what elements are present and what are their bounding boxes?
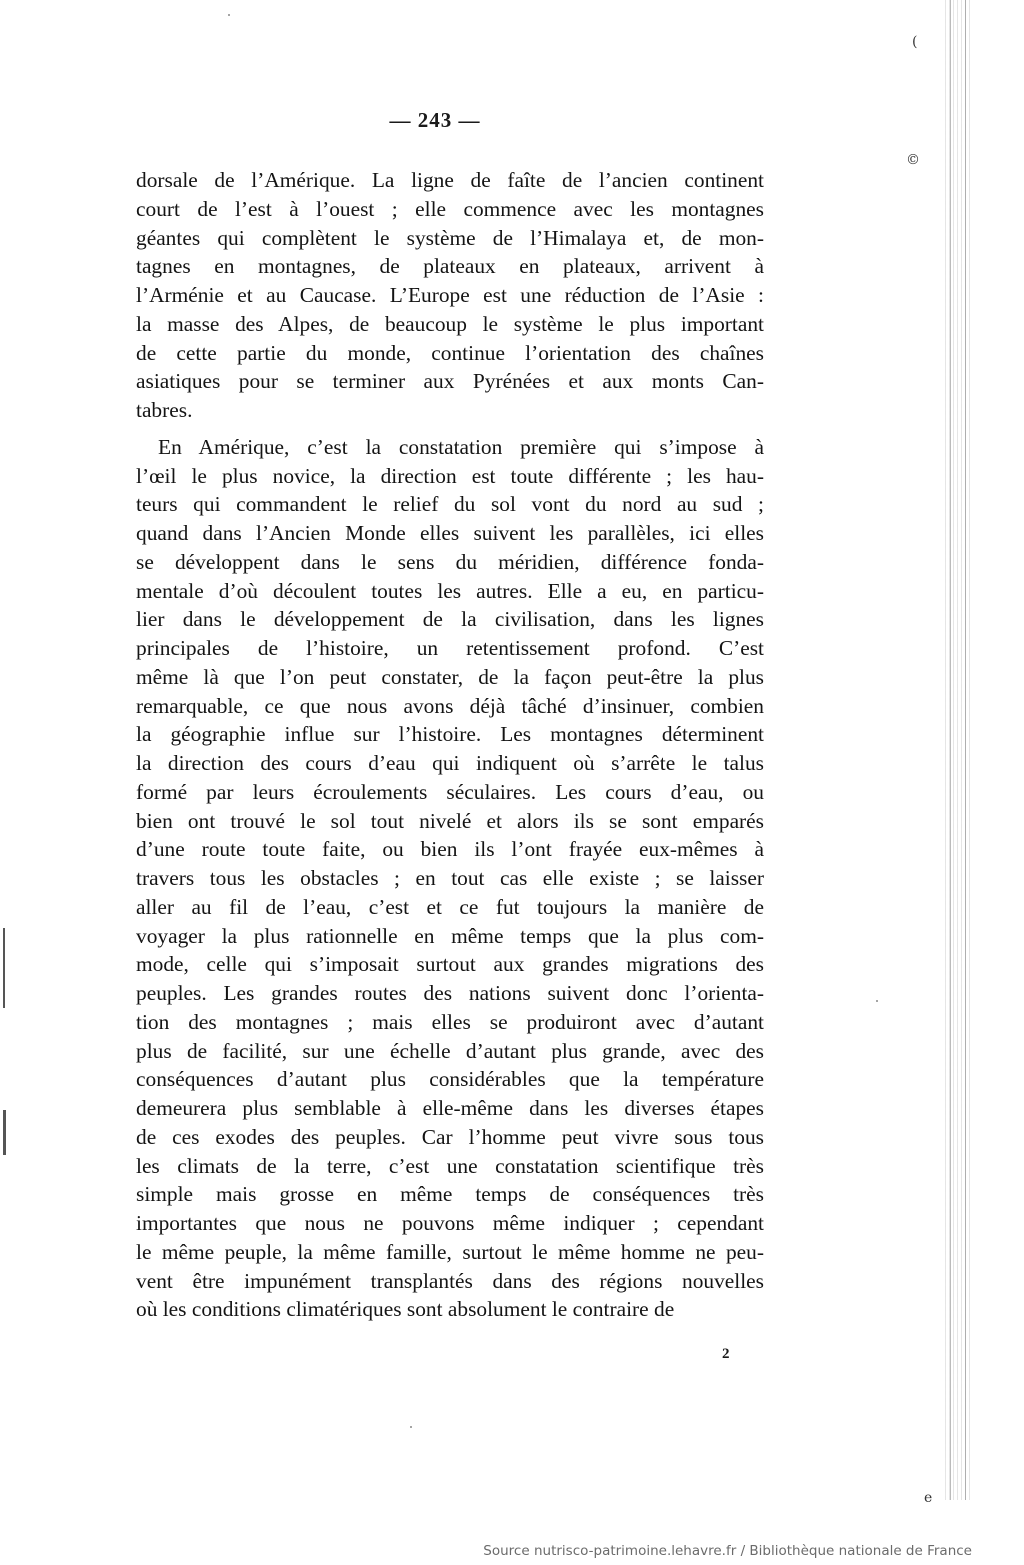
text-line: la direction des cours d’eau qui indiquent où s’arrête le talus — [136, 751, 764, 775]
text-line: tabres. — [136, 398, 193, 422]
text-line: géantes qui complètent le système de l’Himalaya et, de mon- — [136, 225, 764, 250]
scan-speck — [876, 1000, 878, 1002]
text-line: simple mais grosse en même temps de conséquences très — [136, 1182, 764, 1207]
paragraph — [136, 166, 764, 425]
text-line: de cette partie du monde, continue l’orientation des chaînes — [136, 340, 764, 365]
text-line: dorsale de l’Amérique. La ligne de faîte de l’ancien continent — [136, 168, 764, 192]
text-line: la géographie influe sur l’histoire. Les montagnes déterminent — [136, 722, 764, 747]
text-line: mentale d’où découlent toutes les autres. Elle a eu, en particu- — [136, 578, 764, 603]
text-line: teurs qui commandent le relief du sol vont du nord au sud ; — [136, 492, 764, 517]
text-line: voyager la plus rationnelle en même temps que la plus com- — [136, 923, 764, 948]
text-line: court de l’est à l’ouest ; elle commence avec les montagnes — [136, 196, 764, 221]
text-line: même là que l’on peut constater, de la façon peut-être la plus — [136, 664, 764, 689]
source-credit: Source nutrisco-patrimoine.lehavre.fr / Bibliothèque nationale de France — [483, 1543, 972, 1559]
text-line: plus de facilité, sur une échelle d’autant plus grande, avec des — [136, 1038, 764, 1063]
paragraph — [136, 433, 764, 1324]
paragraph-gap — [136, 425, 764, 433]
text-line: tagnes en montagnes, de plateaux en plateaux, arrivent à — [136, 254, 764, 279]
text-line: travers tous les obstacles ; en tout cas elle existe ; se laisser — [136, 866, 764, 890]
text-line: l’Arménie et au Caucase. L’Europe est une réduction de l’Asie : — [136, 283, 764, 307]
scan-speck — [228, 14, 230, 16]
scan-mark: © — [906, 152, 920, 168]
scan-speck — [410, 1426, 412, 1428]
text-line: remarquable, ce que nous avons déjà tâché d’insinuer, combien — [136, 693, 764, 718]
text-line: où les conditions climatériques sont absolument le contraire de — [136, 1297, 675, 1322]
text-line: principales de l’histoire, un retentissement profond. C’est — [136, 636, 764, 660]
text-line: peuples. Les grandes routes des nations suivent donc l’orienta- — [136, 981, 764, 1005]
text-line: d’une route toute faite, ou bien ils l’ont frayée eux-mêmes à — [136, 837, 764, 862]
text-line: mode, celle qui s’imposait surtout aux grandes migrations des — [136, 952, 764, 977]
scan-edge-line — [950, 0, 951, 1500]
text-line: bien ont trouvé le sol tout nivelé et alors ils se sont emparés — [136, 808, 764, 833]
text-line: le même peuple, la même famille, surtout le même homme ne peu- — [136, 1239, 764, 1264]
text-line: se développent dans le sens du méridien, différence fonda- — [136, 549, 764, 574]
scan-mark: e — [924, 1490, 933, 1506]
text-line: quand dans l’Ancien Monde elles suivent les parallèles, ici elles — [136, 521, 764, 545]
text-line: conséquences d’autant plus considérables que la température — [136, 1067, 764, 1092]
text-line: tion des montagnes ; mais elles se produiront avec d’autant — [136, 1009, 764, 1034]
signature-mark: 2 — [722, 1346, 730, 1362]
text-line: les climats de la terre, c’est une constatation scientifique très — [136, 1153, 764, 1178]
text-line: importantes que nous ne pouvons même indiquer ; cependant — [136, 1211, 764, 1235]
text-line: vent être impunément transplantés dans des régions nouvelles — [136, 1268, 764, 1293]
scan-edge-artifact — [942, 0, 972, 1500]
text-line: demeurera plus semblable à elle-même dans les diverses étapes — [136, 1096, 764, 1120]
text-line: de ces exodes des peuples. Car l’homme peut vivre sous tous — [136, 1124, 764, 1149]
scan-mark: ( — [912, 34, 918, 50]
text-line: asiatiques pour se terminer aux Pyrénées et aux monts Can- — [136, 369, 764, 394]
scan-left-mark — [3, 928, 5, 1008]
body-text — [136, 166, 764, 1324]
text-line: aller au fil de l’eau, c’est et ce fut toujours la manière de — [136, 894, 764, 919]
page-number: — 243 — — [389, 108, 481, 132]
text-line: l’œil le plus novice, la direction est toute différente ; les hau- — [136, 463, 764, 488]
scan-left-mark — [3, 1110, 6, 1155]
text-line: lier dans le développement de la civilisation, dans les lignes — [136, 607, 764, 632]
text-line: formé par leurs écroulements séculaires. Les cours d’eau, ou — [136, 779, 764, 804]
text-line: En Amérique, c’est la constatation première qui s’impose à — [158, 434, 764, 459]
text-line: la masse des Alpes, de beaucoup le système le plus important — [136, 311, 764, 336]
scan-edge-line — [965, 0, 966, 1500]
